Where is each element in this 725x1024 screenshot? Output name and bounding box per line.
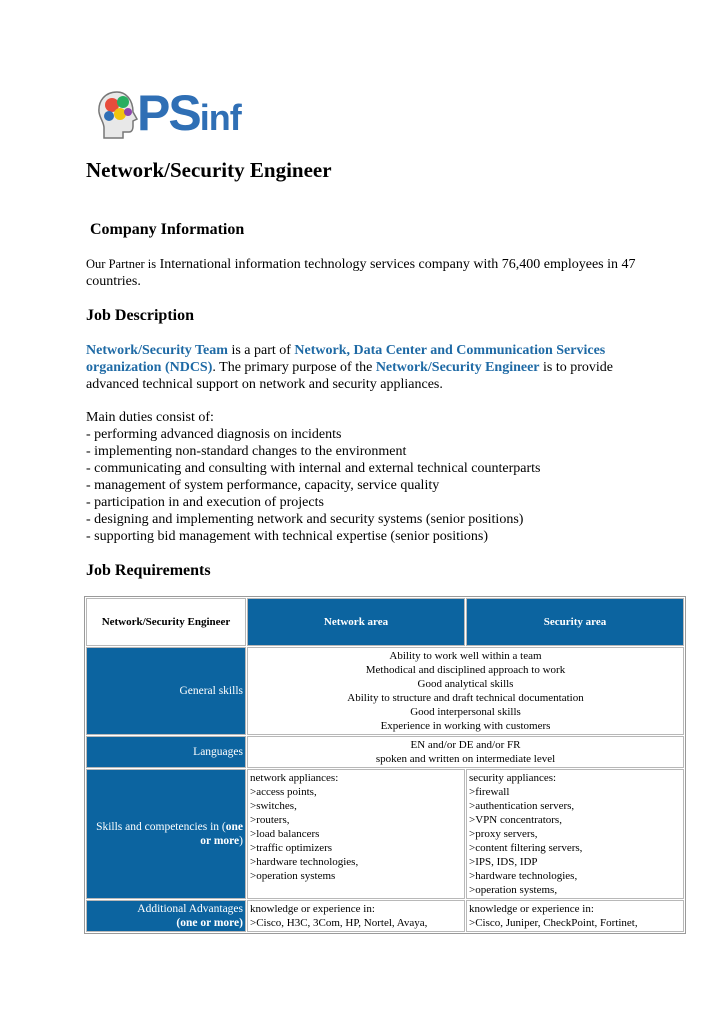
duty-item: - designing and implementing network and security systems (senior positions)	[86, 512, 524, 527]
duty-item: - performing advanced diagnosis on incidents	[86, 427, 342, 442]
advantages-label-text: Additional Advantages	[137, 903, 243, 915]
table-header-row	[86, 598, 684, 646]
duty-item: - implementing non-standard changes to the environment	[86, 444, 407, 459]
duty-item: - communicating and consulting with internal and external technical counterparts	[86, 461, 541, 476]
general-skill: Good analytical skills	[417, 678, 514, 690]
duties-section	[86, 409, 646, 545]
duty-item: - management of system performance, capacity, service quality	[86, 478, 440, 493]
division-name: Network, Data Center and Communication Services organization (NDCS)	[86, 343, 606, 375]
company-info-heading: Company Information	[90, 221, 245, 238]
network-advantages-cell	[247, 900, 465, 932]
network-skill: >load balancers	[250, 828, 320, 840]
advantages-label	[86, 900, 246, 932]
security-skill: >hardware technologies,	[469, 870, 578, 882]
network-skill: >hardware technologies,	[250, 856, 359, 868]
network-area-header: Network area	[247, 598, 465, 646]
logo-wordmark: PSinf	[137, 85, 241, 141]
page-title: Network/Security Engineer	[86, 158, 332, 182]
security-area-header: Security area	[466, 598, 684, 646]
company-prefix: Our Partner is	[86, 257, 157, 271]
purpose-prefix: . The primary purpose of the	[212, 360, 373, 375]
job-description-heading: Job Description	[86, 307, 194, 324]
general-skill: Methodical and disciplined approach to work	[365, 664, 566, 676]
requirements-table	[84, 596, 686, 934]
security-skill: >authentication servers,	[469, 800, 575, 812]
security-advantage: >Cisco, Juniper, CheckPoint, Fortinet,	[469, 917, 638, 929]
skills-label-bold: or more	[200, 835, 240, 847]
security-skill: security appliances:	[469, 772, 557, 784]
security-skill: >content filtering servers,	[469, 842, 583, 854]
role-name: Network/Security Engineer	[375, 360, 540, 375]
skills-label-bold: one	[225, 821, 243, 833]
job-description-text	[86, 342, 646, 393]
general-skills-label: General skills	[86, 647, 246, 735]
network-skill: network appliances:	[250, 772, 339, 784]
general-skill: Ability to work well within a team	[389, 650, 542, 662]
network-skill: >switches,	[250, 800, 297, 812]
general-skill: Ability to structure and draft technical documentation	[347, 692, 584, 704]
security-skill: >firewall	[469, 786, 510, 798]
skills-label	[86, 769, 246, 899]
network-skills-cell	[247, 769, 465, 899]
table-row	[86, 647, 684, 735]
general-skill: Good interpersonal skills	[410, 706, 521, 718]
network-advantage: knowledge or experience in:	[250, 903, 375, 915]
security-advantage: knowledge or experience in:	[469, 903, 594, 915]
network-skill: >access points,	[250, 786, 317, 798]
security-skills-cell	[466, 769, 684, 899]
skills-label-close: )	[239, 835, 243, 847]
skills-label-text: Skills and competencies in (	[96, 821, 226, 833]
security-advantages-cell	[466, 900, 684, 932]
advantages-label-bold: (one or more)	[176, 917, 243, 929]
table-corner-cell: Network/Security Engineer	[86, 598, 246, 646]
company-info-text	[86, 256, 646, 290]
general-skill: Experience in working with customers	[380, 720, 551, 732]
part-of-text: is a part of	[231, 343, 291, 358]
languages-label: Languages	[86, 736, 246, 768]
language-line: spoken and written on intermediate level	[375, 753, 556, 765]
language-line: EN and/or DE and/or FR	[410, 739, 521, 751]
security-skill: >VPN concentrators,	[469, 814, 562, 826]
team-name: Network/Security Team	[86, 343, 228, 358]
languages-cell	[247, 736, 684, 768]
general-skills-cell	[247, 647, 684, 735]
duty-item: - participation in and execution of projects	[86, 495, 324, 510]
duties-list	[86, 426, 646, 545]
table-row	[86, 769, 684, 899]
company-description: International information technology services company with 76,400 employees in 47 countries.	[86, 257, 636, 289]
duties-intro: Main duties consist of:	[86, 410, 214, 425]
security-skill: >operation systems,	[469, 884, 558, 896]
table-row	[86, 736, 684, 768]
table-row	[86, 900, 684, 932]
purpose-suffix: is to provide advanced technical support on network and security appliances.	[86, 360, 614, 392]
head-gears-icon	[95, 88, 139, 140]
job-requirements-heading: Job Requirements	[86, 562, 211, 579]
network-advantage: >Cisco, H3C, 3Com, HP, Nortel, Avaya,	[250, 917, 428, 929]
security-skill: >IPS, IDS, IDP	[469, 856, 538, 868]
company-logo	[95, 85, 295, 142]
network-skill: >routers,	[250, 814, 290, 826]
network-skill: >operation systems	[250, 870, 336, 882]
network-skill: >traffic optimizers	[250, 842, 333, 854]
duty-item: - supporting bid management with technical expertise (senior positions)	[86, 529, 489, 544]
security-skill: >proxy servers,	[469, 828, 538, 840]
